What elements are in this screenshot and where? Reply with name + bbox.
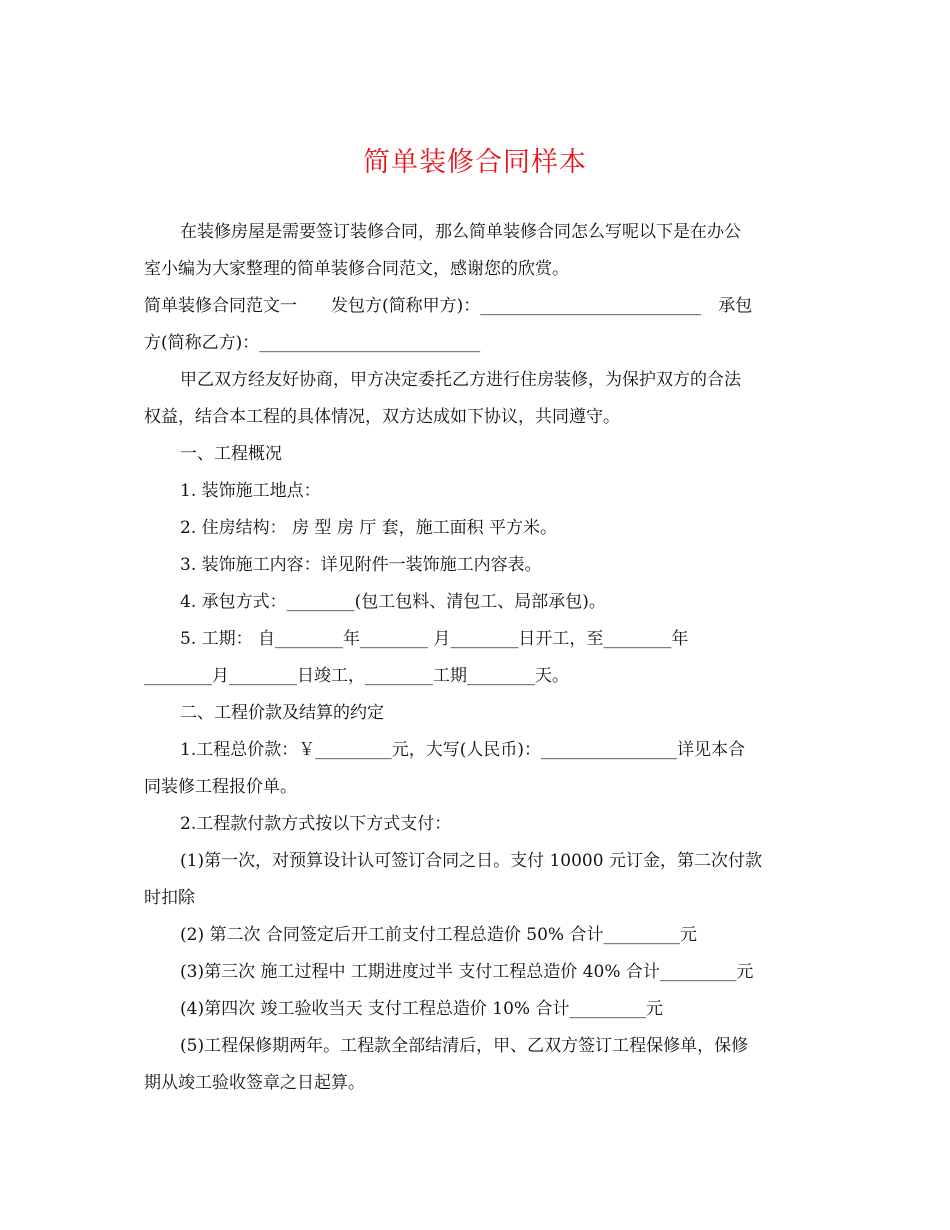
intro-line-1: 在装修房屋是需要签订装修合同，那么简单装修合同怎么写呢以下是在办公 [180, 222, 741, 242]
payment-1-cont: 时扣除 [144, 888, 195, 908]
payment-1: (1)第一次，对预算设计认可签订合同之日。支付 10000 元订金，第二次付款 [180, 851, 762, 871]
party-a-line: 简单装修合同范文一 发包方(简称甲方)：__________________________ 承包 [144, 296, 753, 316]
warranty-line-2: 期从竣工验收签章之日起算。 [144, 1073, 365, 1093]
section-1-heading: 一、工程概况 [180, 444, 282, 464]
intro-line-2: 室小编为大家整理的简单装修合同范文，感谢您的欣赏。 [144, 259, 569, 279]
document-title: 简单装修合同样本 [363, 147, 587, 178]
payment-2: (2) 第二次 合同签定后开工前支付工程总造价 50% 合计_________元 [180, 925, 697, 945]
agreement-line-2: 权益，结合本工程的具体情况，双方达成如下协议，共同遵守。 [144, 407, 620, 427]
clause-1-1: 1. 装饰施工地点： [180, 481, 321, 501]
clause-2-1: 1.工程总价款：￥_________元，大写(人民币)：________________详见本合 [180, 740, 745, 760]
payment-4: (4)第四次 竣工验收当天 支付工程总造价 10% 合计_________元 [180, 999, 663, 1019]
clause-1-3: 3. 装饰施工内容：详见附件一装饰施工内容表。 [180, 555, 542, 575]
party-b-line: 方(简称乙方)：__________________________ [144, 333, 481, 353]
agreement-line-1: 甲乙双方经友好协商，甲方决定委托乙方进行住房装修，为保护双方的合法 [180, 370, 741, 390]
warranty-line-1: (5)工程保修期两年。工程款全部结清后，甲、乙双方签订工程保修单，保修 [180, 1036, 749, 1056]
clause-2-2: 2.工程款付款方式按以下方式支付： [180, 814, 452, 834]
payment-3: (3)第三次 施工过程中 工期进度过半 支付工程总造价 40% 合计_________元 [180, 962, 754, 982]
clause-1-5: 5. 工期： 自________年________ 月________日开工，至________年 [180, 629, 689, 649]
clause-1-4: 4. 承包方式：________(包工包料、清包工、局部承包)。 [180, 592, 606, 612]
clause-2-1-cont: 同装修工程报价单。 [144, 777, 297, 797]
clause-1-5-cont: ________月________日竣工，________工期________天。 [144, 666, 569, 686]
section-2-heading: 二、工程价款及结算的约定 [180, 703, 384, 723]
clause-1-2: 2. 住房结构： 房 型 房 厅 套，施工面积 平方米。 [180, 518, 558, 538]
